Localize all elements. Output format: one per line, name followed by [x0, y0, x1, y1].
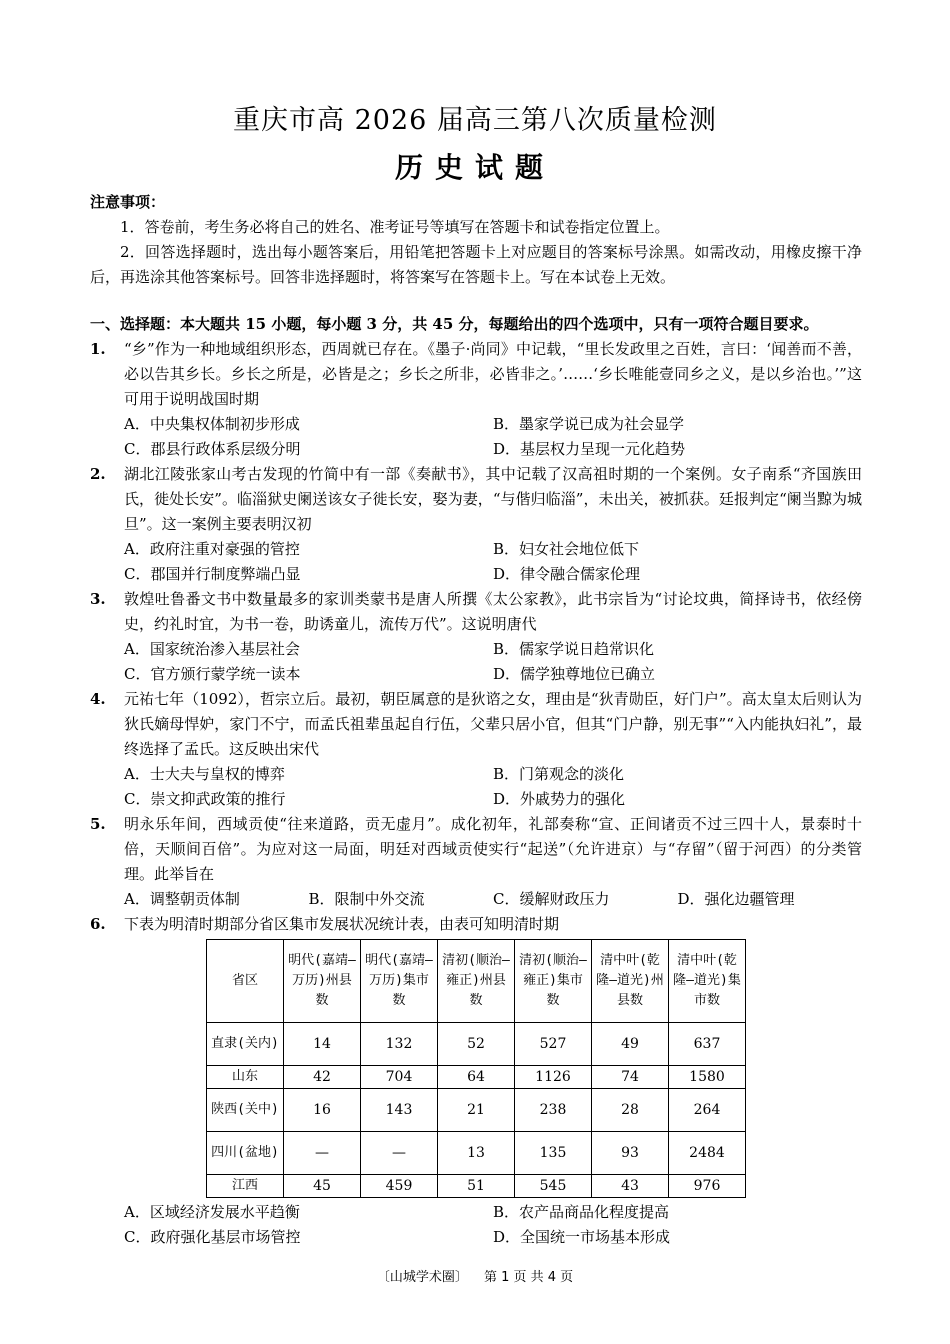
table-cell: 704 [361, 1066, 438, 1089]
table-cell: 43 [592, 1175, 669, 1198]
table-header: 明代(嘉靖—万历)集市数 [361, 940, 438, 1023]
table-header: 省区 [207, 940, 284, 1023]
question-5-options [90, 887, 862, 912]
table-row [207, 1132, 746, 1175]
table-row [207, 1089, 746, 1132]
exam-title: 重庆市高 2026 届高三第八次质量检测 [233, 105, 717, 136]
table-cell: 山东 [207, 1066, 284, 1089]
table-row [207, 1023, 746, 1066]
table-header: 清初(顺治—雍正)集市数 [515, 940, 592, 1023]
note-item: 2．回答选择题时，选出每小题答案后，用铅笔把答题卡上对应题目的答案标号涂黑。如需改动，用橡皮擦干净后，再选涂其他答案标号。回答非选择题时，将答案写在答题卡上。写在本试卷上无效。 [90, 243, 862, 286]
table-cell: 135 [515, 1132, 592, 1175]
question-number: 1. [90, 340, 106, 358]
question-number: 4. [90, 690, 106, 708]
table-cell: 2484 [669, 1132, 746, 1175]
table-row [207, 1066, 746, 1089]
option-d: D．基层权力呈现一元化趋势 [493, 440, 686, 458]
table-cell: 13 [438, 1132, 515, 1175]
option-d: D．律令融合儒家伦理 [493, 565, 641, 583]
table-header-row [207, 940, 746, 1023]
table-cell: 江西 [207, 1175, 284, 1198]
footer-page-number: 第 1 页 共 4 页 [483, 1270, 574, 1285]
table-cell: 459 [361, 1175, 438, 1198]
option-c: C．郡国并行制度弊端凸显 [124, 565, 301, 583]
question-stem: 敦煌吐鲁番文书中数量最多的家训类蒙书是唐人所撰《太公家教》，此书宗旨为“讨论坟典，简择诗书，依经傍史，约礼时宜，为书一卷，助诱童儿，流传万代”。这说明唐代 [124, 590, 862, 633]
table-cell: 45 [284, 1175, 361, 1198]
table-cell: 1126 [515, 1066, 592, 1089]
table-cell: 637 [669, 1023, 746, 1066]
exam-subtitle: 历史试题 [394, 151, 555, 184]
table-cell: 545 [515, 1175, 592, 1198]
option-d: D．外戚势力的强化 [493, 790, 626, 808]
question-1 [90, 337, 862, 412]
question-stem: 元祐七年（1092），哲宗立后。最初，朝臣属意的是狄谘之女，理由是“狄青勋臣，好门户”。高太皇太后则认为狄氏嫡母悍妒，家门不宁，而孟氏祖辈虽起自行伍，父辈只居小官，但其“门户静，别无事”“入内能执妇礼”，最终选择了孟氏。这反映出宋代 [124, 690, 862, 758]
option-b: B．儒家学说日趋常识化 [493, 640, 655, 658]
table-cell: 527 [515, 1023, 592, 1066]
question-1-options [90, 412, 862, 462]
page-footer [0, 1266, 950, 1285]
option-d: D．强化边疆管理 [677, 890, 795, 908]
question-stem: “乡”作为一种地域组织形态，西周就已存在。《墨子·尚同》中记载，“里长发政里之百姓，言曰：‘闻善而不善，必以告其乡长。乡长之所是，必皆是之；乡长之所非，必皆非之。’……‘乡长唯能壹同乡之义，是以乡治也。’”这可用于说明战国时期 [124, 340, 862, 408]
question-4-options [90, 762, 862, 812]
option-d: D．全国统一市场基本形成 [493, 1228, 671, 1246]
option-a: A．区域经济发展水平趋衡 [124, 1203, 300, 1221]
option-b: B．限制中外交流 [308, 890, 425, 908]
table-cell: 1580 [669, 1066, 746, 1089]
question-6-options [90, 1200, 862, 1250]
option-a: A．中央集权体制初步形成 [124, 415, 300, 433]
question-stem: 下表为明清时期部分省区集市发展状况统计表，由表可知明清时期 [124, 915, 560, 933]
question-number: 5. [90, 815, 106, 833]
option-b: B．农产品商品化程度提高 [493, 1203, 670, 1221]
option-c: C．郡县行政体系层级分明 [124, 440, 301, 458]
table-cell: 14 [284, 1023, 361, 1066]
option-c: C．崇文抑武政策的推行 [124, 790, 286, 808]
table-cell: 238 [515, 1089, 592, 1132]
table-header: 清中叶(乾隆—道光)州县数 [592, 940, 669, 1023]
question-number: 6. [90, 915, 106, 933]
table-cell: 64 [438, 1066, 515, 1089]
question-5 [90, 812, 862, 887]
exam-content [90, 190, 862, 1250]
table-cell: 143 [361, 1089, 438, 1132]
option-b: B．门第观念的淡化 [493, 765, 625, 783]
option-c: C．官方颁行蒙学统一读本 [124, 665, 301, 683]
table-header: 明代(嘉靖—万历)州县数 [284, 940, 361, 1023]
question-3 [90, 587, 862, 637]
note-item: 1．答卷前，考生务必将自己的姓名、准考证号等填写在答题卡和试卷指定位置上。 [120, 218, 670, 236]
table-cell: 21 [438, 1089, 515, 1132]
table-cell: 49 [592, 1023, 669, 1066]
table-cell: 四川(盆地) [207, 1132, 284, 1175]
option-b: B．妇女社会地位低下 [493, 540, 640, 558]
question-stem: 明永乐年间，西域贡使“往来道路，贡无虚月”。成化初年，礼部奏称“宣、正间诸贡不过三四十人，景泰时十倍，天顺间百倍”。为应对这一局面，明廷对西域贡使实行“起送”（允许进京）与“存留”（留于河西）的分类管理。此举旨在 [124, 815, 862, 883]
table-row [207, 1175, 746, 1198]
market-statistics-table [206, 939, 746, 1198]
table-cell: 976 [669, 1175, 746, 1198]
question-2 [90, 462, 862, 537]
table-cell: 74 [592, 1066, 669, 1089]
table-cell: 51 [438, 1175, 515, 1198]
option-a: A．士大夫与皇权的博弈 [124, 765, 285, 783]
option-c: C．政府强化基层市场管控 [124, 1228, 301, 1246]
notes-heading: 注意事项： [90, 193, 166, 211]
table-header: 清初(顺治—雍正)州县数 [438, 940, 515, 1023]
question-number: 3. [90, 590, 106, 608]
table-cell: 16 [284, 1089, 361, 1132]
table-cell: 264 [669, 1089, 746, 1132]
option-a: A．政府注重对豪强的管控 [124, 540, 300, 558]
section-heading: 一、选择题：本大题共 15 小题，每小题 3 分，共 45 分，每题给出的四个选项中，只有一项符合题目要求。 [90, 315, 819, 333]
table-cell: — [284, 1132, 361, 1175]
footer-source: 〔山城学术圈〕 [376, 1270, 468, 1285]
table-header: 清中叶(乾隆—道光)集市数 [669, 940, 746, 1023]
question-stem: 湖北江陵张家山考古发现的竹简中有一部《奏献书》，其中记载了汉高祖时期的一个案例。女子南系“齐国族田氏，徙处长安”。临淄狱史阑送该女子徙长安，娶为妻，“与偕归临淄”，未出关，被抓获。廷报判定“阑当黥为城旦”。这一案例主要表明汉初 [124, 465, 862, 533]
option-a: A．国家统治渗入基层社会 [124, 640, 300, 658]
table-cell: 132 [361, 1023, 438, 1066]
table-cell: 93 [592, 1132, 669, 1175]
option-c: C．缓解财政压力 [493, 890, 610, 908]
option-b: B．墨家学说已成为社会显学 [493, 415, 685, 433]
table-cell: 直隶(关内) [207, 1023, 284, 1066]
option-a: A．调整朝贡体制 [124, 890, 240, 908]
table-cell: 52 [438, 1023, 515, 1066]
question-6 [90, 912, 862, 937]
option-d: D．儒学独尊地位已确立 [493, 665, 656, 683]
table-cell: 陕西(关中) [207, 1089, 284, 1132]
question-4 [90, 687, 862, 762]
question-3-options [90, 637, 862, 687]
table-cell: 28 [592, 1089, 669, 1132]
question-number: 2. [90, 465, 106, 483]
table-cell: 42 [284, 1066, 361, 1089]
question-2-options [90, 537, 862, 587]
table-cell: — [361, 1132, 438, 1175]
